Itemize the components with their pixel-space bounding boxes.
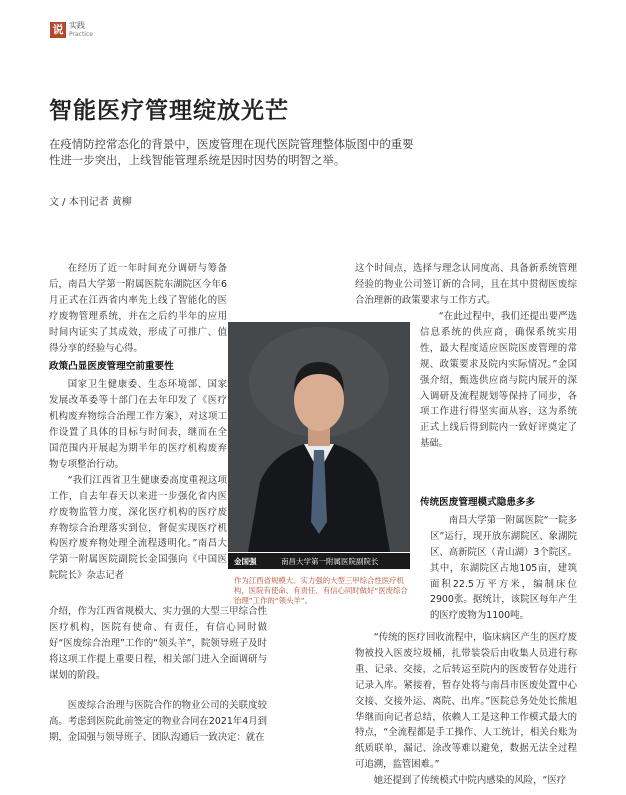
paragraph: 她还提到了传统模式中院内感染的风险，“医疗 xyxy=(373,775,567,787)
pull-quote: 作为江西省规模大、实力强的大型三甲综合性医疗机构，医院有使命、有责任、有信心同时做好“医废综合治理”工作的“领头羊”。 xyxy=(234,576,408,605)
byline: 文 / 本刊记者 黄柳 xyxy=(49,197,132,208)
section-heading: 传统医废管理模式隐患多多 xyxy=(420,497,536,508)
paragraph: 国家卫生健康委、生态环境部、国家发展改革委等十部门在去年印发了《医疗机构废弃物综合治理工作方案》，对这项工作设置了具体的目标与时间表，继而在全国范围内开展起为期半年的医疗机构废弃物专项整治行动。 xyxy=(49,379,227,470)
column-2-upper xyxy=(420,309,577,452)
column-2-mid xyxy=(420,492,577,624)
column-1-top xyxy=(49,261,227,584)
paragraph: “传统的医疗回收流程中，临床病区产生的医疗废物被投入医废垃圾桶，扎带装袋后由收集人员进行称重、记录、交接，之后转运至院内的医废暂存处进行记录入库。紧接着，暂存处将与南昌市医废处置中心交接、交接外运、离院、出库。”医院总务处处长熊旭华继而向记者总结，依赖人工是这种工作模式最大的特点，“全流程都是手工操作、人工统计，相关台账为纸质联单，漏记、涂改等难以避免，数据无法全过程可追溯，监管困难。” xyxy=(355,632,577,771)
section-en: Practice xyxy=(69,31,93,38)
article-title: 智能医疗管理绽放光芒 xyxy=(49,98,289,124)
paragraph: 南昌大学第一附属医院“一院多区”运行，现开放东湖院区、象湖院区、高新院区（青山湖）3个院区。其中，东湖院区占地105亩，建筑面积22.5万平方米，编制床位2900张。据统计，该院区每年产生的医疗废物为1100吨。 xyxy=(430,514,577,622)
magazine-logo-icon: 说 xyxy=(50,22,66,38)
section-cn: 实践 xyxy=(69,21,85,30)
column-1-bottom xyxy=(49,698,267,746)
column-2-top xyxy=(355,261,577,309)
column-1-middle xyxy=(49,604,267,684)
caption-name: 金国强 xyxy=(234,557,257,566)
paragraph: 医废综合治理与医院合作的物业公司的关联度较高。考虑到医院此前签定的物业合同在2021年4月到期，金国强与领导班子、团队沟通后一致决定：就在 xyxy=(49,700,267,743)
paragraph: “在此过程中，我们还提出要严选信息系统的供应商，确保系统实用性，最大程度适应医院医废管理的常规、政策要求及院内实际情况。”金国强介绍，甄选供应商与院内展开的深入调研及流程规划等保持了同步，各项工作进行得坚实面从容，这为系统正式上线后得到院内一致好评奠定了基础。 xyxy=(420,311,577,450)
article-lead: 在疫情防控常态化的背景中，医废管理在现代医院管理整体版图中的重要性进一步突出，上线智能管理系统是因时因势的明智之举。 xyxy=(49,137,414,167)
portrait-illustration xyxy=(228,322,410,552)
paragraph: “我们江西省卫生健康委高度重视这项工作，自去年春天以来进一步强化省内医疗废物监管力度，深化医疗机构的医疗废弃物综合治理落实到位，督促实现医疗机构医疗废弃物处理全流程透明化。”南昌大学第一附属医院副院长金国强向《中国医院院长》杂志记者 xyxy=(49,474,227,582)
portrait-photo xyxy=(228,322,410,552)
section-heading: 政策凸显医废管理空前重要性 xyxy=(49,361,174,373)
column-2-bottom xyxy=(355,630,577,789)
paragraph: 这个时间点，选择与理念认同度高、具备新系统管理经验的物业公司签订新的合同，且在其中贯彻医废综合治理新的政策要求与工作方式。 xyxy=(355,263,577,306)
paragraph: 在经历了近一年时间充分调研与筹备后，南昌大学第一附属医院东湖院区今年6月正式在江西省内率先上线了智能化的医疗废物管理系统，并在之后约半年的应用时间内证实了其成效，形成了可推广、值得分享的经验与心得。 xyxy=(49,263,227,354)
section-label xyxy=(69,21,93,39)
caption-role: 南昌大学第一附属医院副院长 xyxy=(281,557,379,566)
paragraph: 介绍，作为江西省规模大、实力强的大型三甲综合性医疗机构，医院有使命、有责任，有信心同时做好“医废综合治理”工作的“领头羊”，院领导班子及时将这项工作提上重要日程，相关部门进入全面调研与谋划的阶段。 xyxy=(49,606,267,681)
